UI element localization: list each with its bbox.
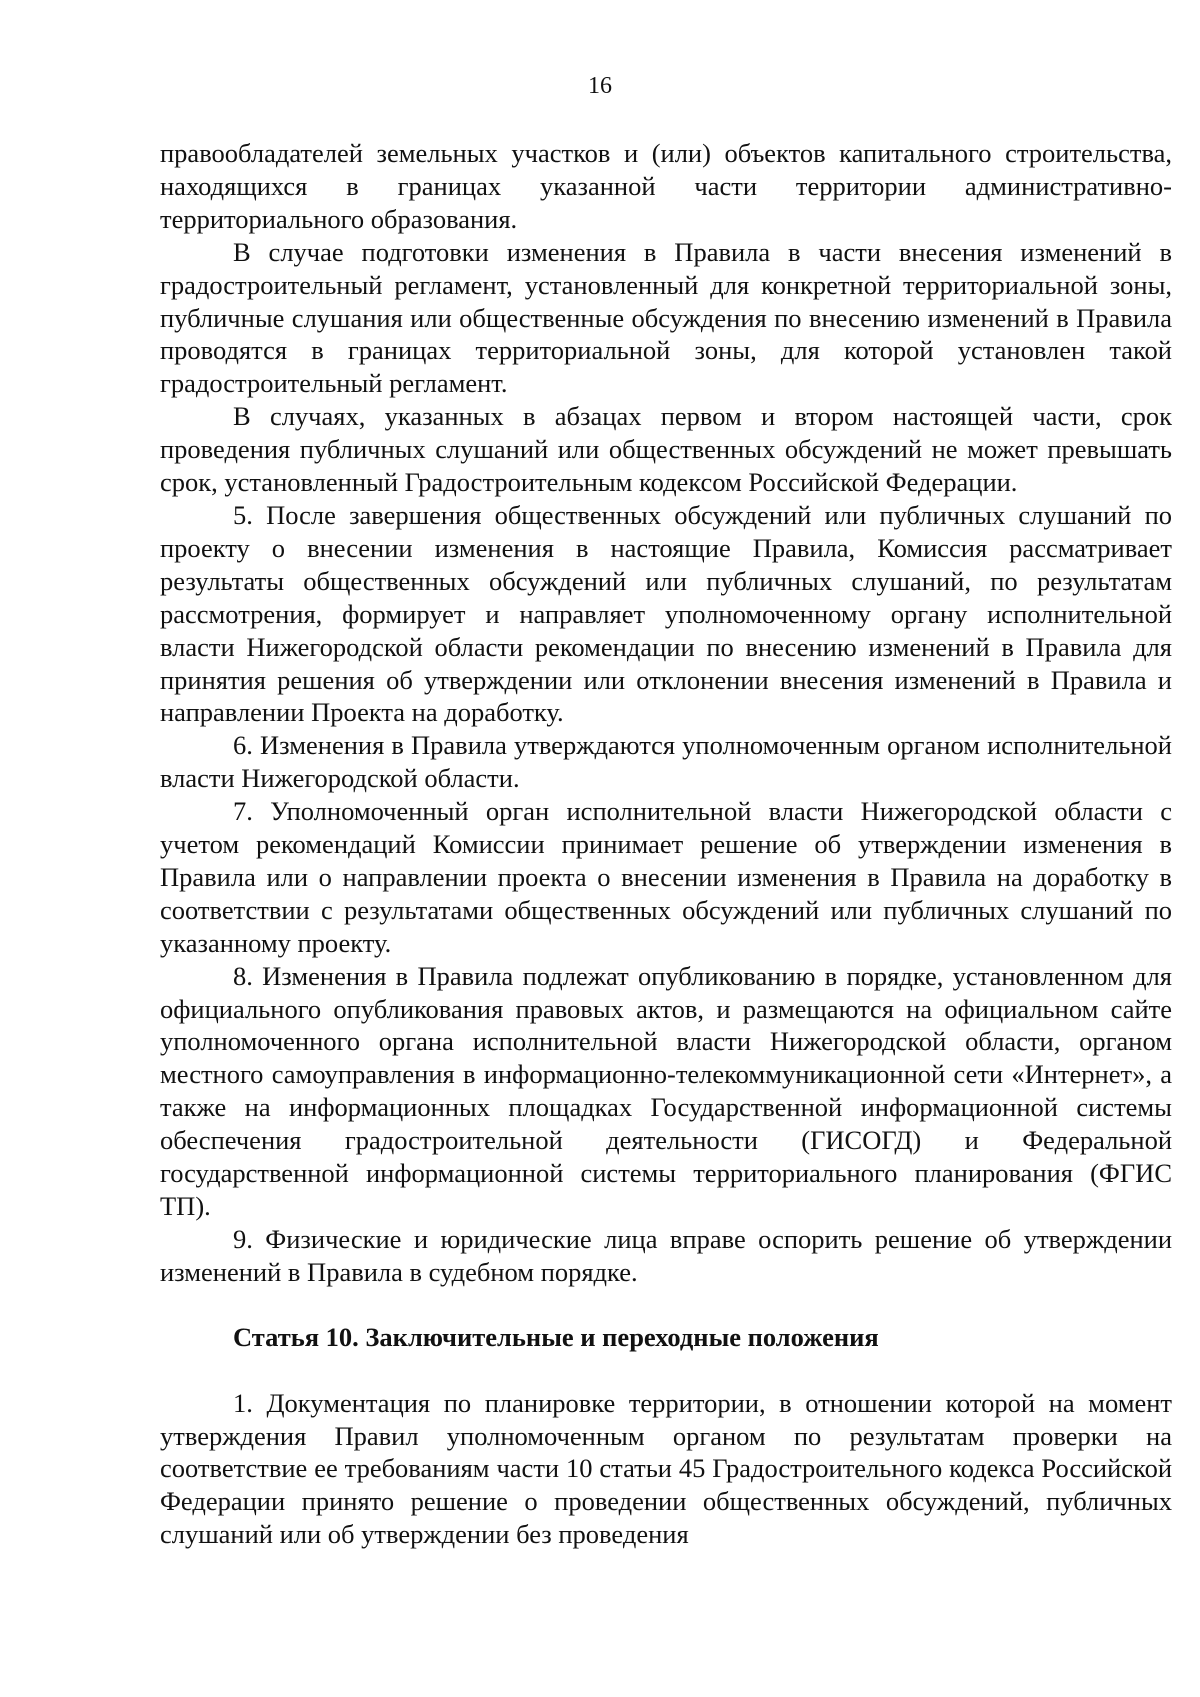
paragraph: 9. Физические и юридические лица вправе оспорить решение об утверждении изменений в Правила в судебном порядке. [160, 1223, 1172, 1287]
paragraph: 7. Уполномоченный орган исполнительной власти Нижегородской области с учетом рекомендаций Комиссии принимает решение об утверждении изменения в Правила или о направлении проекта о внесении изменения в Правила на доработку в соответствии с результатами общественных обсуждений или публичных слушаний по указанному проекту. [160, 796, 1172, 958]
page-number: 16 [588, 73, 612, 99]
section-heading: Статья 10. Заключительные и переходные положения [233, 1321, 879, 1352]
paragraph: В случаях, указанных в абзацах первом и втором настоящей части, срок проведения публичных слушаний или общественных обсуждений не может превышать срок, установленный Градостроительным кодексом Российской Федерации. [160, 401, 1172, 498]
paragraph: В случае подготовки изменения в Правила в части внесения изменений в градостроительный регламент, установленный для конкретной территориальной зоны, публичные слушания или общественные обсуждения по внесению изменений в Правила проводятся в границах территориальной зоны, для которой установлен такой градостроительный регламент. [160, 236, 1172, 399]
paragraph: правообладателей земельных участков и (или) объектов капитального строительства, находящихся в границах указанной части территории административно-территориального образования. [160, 138, 1172, 234]
paragraph: 8. Изменения в Правила подлежат опубликованию в порядке, установленном для официального опубликования правовых актов, и размещаются на официальном сайте уполномоченного органа исполнительной власти Нижегородской области, органом местного самоуправления в информационно-телекоммуникационной сети «Интернет», а также на информационных площадках Государственной информационной системы обеспечения градостроительной деятельности (ГИСОГД) и Федеральной государственной информационной системы территориального планирования (ФГИС ТП). [160, 960, 1172, 1221]
spacer [160, 1354, 1172, 1387]
document-body [160, 137, 1172, 1551]
paragraph: 5. После завершения общественных обсуждений или публичных слушаний по проекту о внесении изменения в настоящие Правила, Комиссия рассматривает результаты общественных обсуждений или публичных слушаний, по результатам рассмотрения, формирует и направляет уполномоченному органу исполнительной власти Нижегородской области рекомендации по внесению изменений в Правила для принятия решения об утверждении или отклонении внесения изменений в Правила и направлении Проекта на доработку. [160, 499, 1172, 728]
paragraph: 6. Изменения в Правила утверждаются уполномоченным органом исполнительной власти Нижегородской области. [160, 730, 1172, 794]
paragraph: 1. Документация по планировке территории, в отношении которой на момент утверждения Правил уполномоченным органом по результатам проверки на соответствие ее требованиям части 10 статьи 45 Градостроительного кодекса Российской Федерации принято решение о проведении общественных обсуждений, публичных слушаний или об утверждении без проведения [160, 1387, 1172, 1550]
spacer [160, 1289, 1172, 1321]
